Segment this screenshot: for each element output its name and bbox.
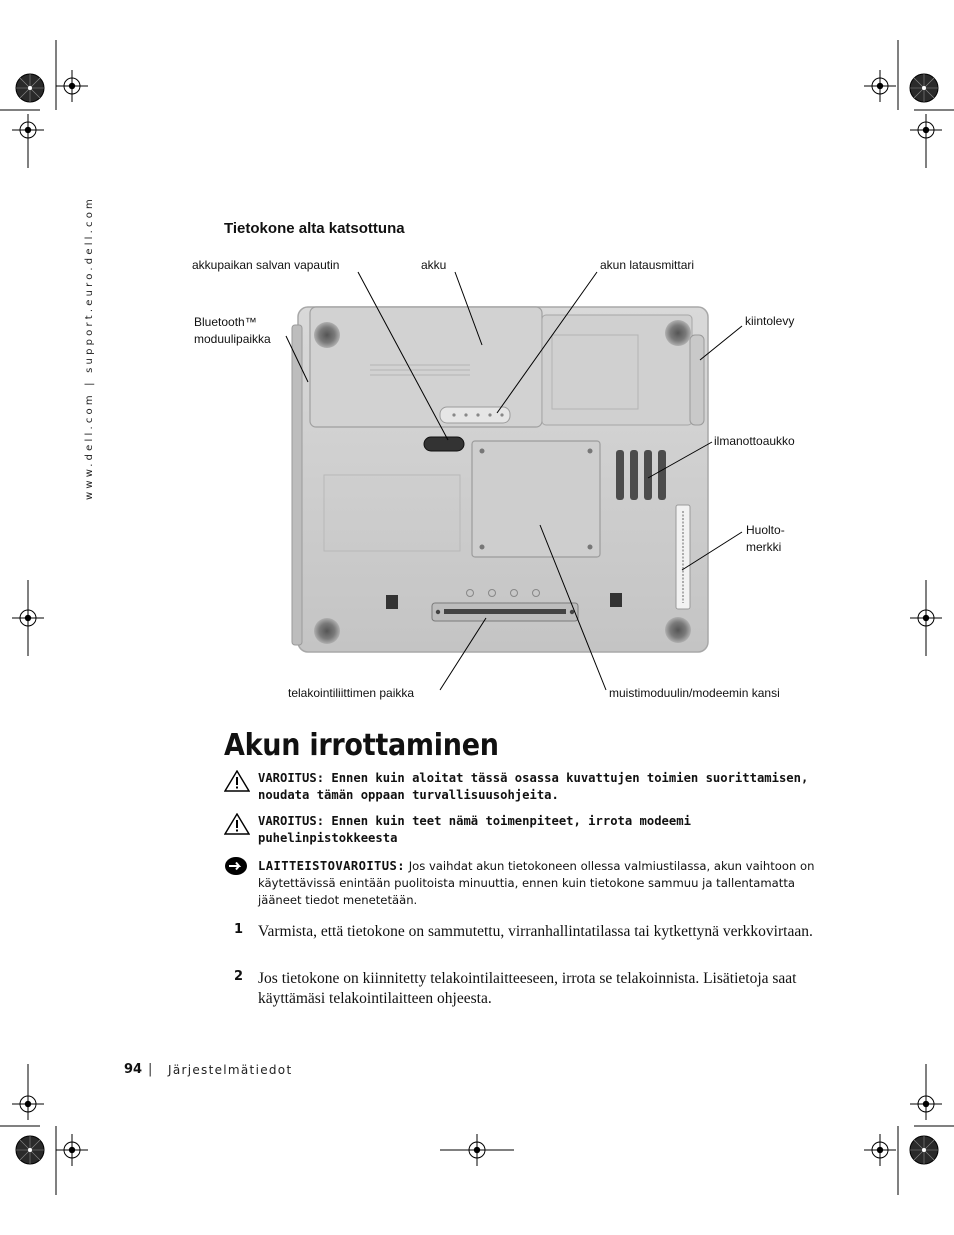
callout-hard-drive: kiintolevy (745, 314, 795, 328)
warning-triangle-icon (224, 770, 250, 792)
warning-text: VAROITUS: Ennen kuin teet nämä toimenpiteet, irrota modeemi puhelinpistokkeesta (258, 814, 691, 845)
hardware-notice (224, 858, 814, 914)
warning-notice (224, 770, 814, 810)
step-number: 1 (234, 922, 244, 937)
sidebar-url: www.dell.com | support.euro.dell.com (84, 196, 95, 500)
callout-latch-release: akkupaikan salvan vapautin (192, 258, 340, 272)
callout-battery: akku (421, 258, 447, 272)
callout-charge-gauge: akun latausmittari (600, 258, 695, 272)
warning-triangle-icon (224, 813, 250, 835)
figure-title: Tietokone alta katsottuna (224, 220, 405, 237)
callout-service-tag-line2: merkki (746, 540, 782, 554)
callout-memory-cover: muistimoduulin/modeemin kansi (609, 686, 780, 700)
step-text: Varmista, että tietokone on sammutettu, virranhallintatilassa tai kytkettynä verkkovirtaan. (258, 923, 813, 940)
chapter-title: Järjestelmätiedot (168, 1063, 293, 1077)
footer-separator: | (148, 1062, 153, 1077)
section-title: Akun irrottaminen (224, 728, 499, 763)
hardware-notice-body: Jos vaihdat akun tietokoneen ollessa valmiustilassa, akun vaihtoon on käytettävissä enintään puolitoista minuuttia, ennen kuin tietokone sammuu ja tallentamatta jääneet tiedot menetetään. (258, 859, 815, 907)
warning-text: VAROITUS: Ennen kuin aloitat tässä osassa kuvattujen toimien suorittamisen, noudata tämän oppaan turvallisuusohjeita. (258, 771, 809, 802)
step-text: Jos tietokone on kiinnitetty telakointilaitteeseen, irrota se telakoinnista. Lisätietoja saat käyttämäsi telakointilaitteen ohjeesta. (258, 970, 797, 1007)
notice-hand-icon (224, 856, 250, 878)
callout-air-vent: ilmanottoaukko (714, 434, 795, 448)
callout-bluetooth-line2: moduulipaikka (194, 332, 271, 346)
warning-notice (224, 813, 814, 853)
hardware-notice-text (258, 858, 818, 909)
callout-bluetooth-line1: Bluetooth™ (194, 315, 257, 329)
callout-docking-connector: telakointiliittimen paikka (288, 686, 415, 700)
callout-service-tag-line1: Huolto- (746, 523, 785, 537)
hardware-notice-label: LAITTEISTOVAROITUS: (258, 859, 406, 873)
step-number: 2 (234, 969, 244, 984)
page-number: 94 (124, 1062, 143, 1077)
